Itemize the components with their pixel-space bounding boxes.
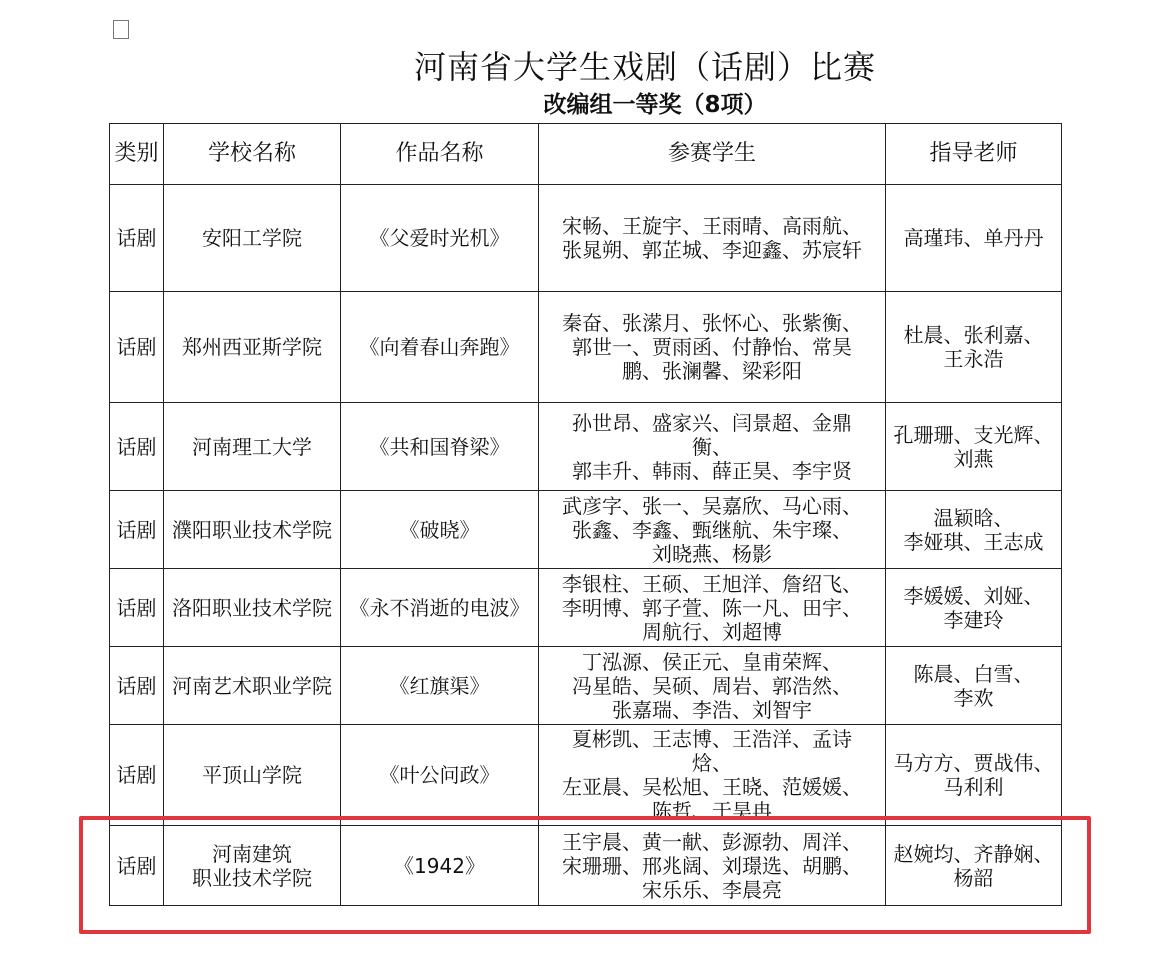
teachers-cell <box>886 647 1062 725</box>
header-students: 参赛学生 <box>539 124 886 185</box>
category-cell: 话剧 <box>110 403 164 491</box>
school-cell <box>164 491 341 569</box>
table-row <box>110 647 1062 725</box>
teachers-cell-line: 李建玲 <box>943 607 1004 632</box>
students-cell-line: 鹏、张澜馨、梁彩阳 <box>622 359 802 383</box>
students-cell-line: 宋乐乐、李晨亮 <box>642 877 782 902</box>
students-cell <box>539 403 886 491</box>
students-cell-line: 孙世昂、盛家兴、闫景超、金鼎 <box>572 410 852 435</box>
header-teachers: 指导老师 <box>886 124 1062 185</box>
students-cell-line: 李明博、郭子萱、陈一凡、田宇、 <box>562 595 862 620</box>
teachers-cell-line: 高瑾玮、单丹丹 <box>903 226 1044 250</box>
students-cell-line: 陈哲、于昊冉 <box>652 799 772 823</box>
school-cell <box>164 725 341 826</box>
school-cell-line: 河南建筑 <box>212 841 292 866</box>
teachers-cell <box>886 403 1062 491</box>
teachers-cell-line: 王永浩 <box>943 347 1004 371</box>
school-cell-line: 安阳工学院 <box>202 226 302 250</box>
school-cell-line: 洛阳职业技术学院 <box>172 595 332 620</box>
teachers-cell-line: 李娅琪、王志成 <box>903 529 1044 554</box>
teachers-cell <box>886 292 1062 403</box>
students-cell-line: 丁泓源、侯正元、皇甫荣辉、 <box>582 649 842 674</box>
table-row <box>110 725 1062 826</box>
checkbox[interactable] <box>113 20 129 39</box>
work-cell: 《叶公问政》 <box>341 725 539 826</box>
students-cell <box>539 647 886 725</box>
work-cell: 《共和国脊梁》 <box>341 403 539 491</box>
work-cell: 《破晓》 <box>341 491 539 569</box>
header-category: 类别 <box>110 124 164 185</box>
students-cell-line: 刘晓燕、杨影 <box>652 541 772 566</box>
work-cell: 《父爱时光机》 <box>341 185 539 292</box>
teachers-cell-line: 温颖晗、 <box>933 505 1014 530</box>
school-cell <box>164 403 341 491</box>
school-cell-line: 职业技术学院 <box>192 865 312 890</box>
work-cell: 《向着春山奔跑》 <box>341 292 539 403</box>
students-cell <box>539 569 886 647</box>
teachers-cell-line: 李媛媛、刘娅、 <box>903 583 1044 608</box>
school-cell-line: 河南理工大学 <box>192 434 312 459</box>
category-cell: 话剧 <box>110 826 164 906</box>
students-cell <box>539 185 886 292</box>
teachers-cell-line: 李欢 <box>953 685 994 710</box>
header-school: 学校名称 <box>164 124 341 185</box>
work-cell: 《1942》 <box>341 826 539 906</box>
teachers-cell-line: 陈晨、白雪、 <box>913 661 1034 686</box>
school-cell-line: 郑州西亚斯学院 <box>182 335 322 359</box>
students-cell-line: 衡、 <box>692 434 732 459</box>
page-title: 河南省大学生戏剧（话剧）比赛 <box>413 48 876 86</box>
students-cell-line: 宋畅、王旋宇、王雨晴、高雨航、 <box>562 214 862 238</box>
table-row <box>110 491 1062 569</box>
table-row <box>110 292 1062 403</box>
school-cell-line: 濮阳职业技术学院 <box>172 517 332 542</box>
table-row <box>110 185 1062 292</box>
students-cell-line: 郭世一、贾雨函、付静怡、常昊 <box>572 335 852 359</box>
students-cell-line: 武彦字、张一、吴嘉欣、马心雨、 <box>562 493 862 518</box>
students-cell-line: 张晁朔、郭芷城、李迎鑫、苏宸轩 <box>562 238 862 262</box>
table-row <box>110 403 1062 491</box>
teachers-cell-line: 孔珊珊、支光辉、 <box>893 422 1054 447</box>
page-subtitle: 改编组一等奖（8项） <box>543 92 767 118</box>
awards-table <box>109 123 1062 906</box>
teachers-cell <box>886 491 1062 569</box>
highlight-box <box>79 816 1091 934</box>
students-cell-line: 张鑫、李鑫、甄继航、朱宇璨、 <box>572 517 852 542</box>
students-cell <box>539 292 886 403</box>
category-cell: 话剧 <box>110 569 164 647</box>
students-cell-line: 冯星皓、吴硕、周岩、郭浩然、 <box>572 673 852 698</box>
school-cell-line: 平顶山学院 <box>202 763 302 787</box>
school-cell <box>164 647 341 725</box>
category-cell: 话剧 <box>110 725 164 826</box>
students-cell-line: 李银柱、王硕、王旭洋、詹绍飞、 <box>562 571 862 596</box>
teachers-cell-line: 马利利 <box>943 775 1004 799</box>
students-cell-line: 秦奋、张潆月、张怀心、张紫衡、 <box>562 311 862 335</box>
students-cell-line: 焓、 <box>692 751 732 775</box>
students-cell-line: 张嘉瑞、李浩、刘智宇 <box>612 697 812 722</box>
school-cell-line: 河南艺术职业学院 <box>172 673 332 698</box>
teachers-cell-line: 刘燕 <box>953 446 994 471</box>
category-cell: 话剧 <box>110 647 164 725</box>
school-cell <box>164 569 341 647</box>
teachers-cell <box>886 569 1062 647</box>
table-header-row <box>110 124 1062 185</box>
students-cell <box>539 725 886 826</box>
work-cell: 《红旗渠》 <box>341 647 539 725</box>
teachers-cell-line: 杨韶 <box>953 865 994 890</box>
teachers-cell-line: 赵婉均、齐静娴、 <box>893 841 1054 866</box>
teachers-cell <box>886 185 1062 292</box>
teachers-cell-line: 杜晨、张利嘉、 <box>903 323 1044 347</box>
students-cell-line: 王宇晨、黄一献、彭源勃、周洋、 <box>562 829 862 854</box>
table-row <box>110 569 1062 647</box>
category-cell: 话剧 <box>110 292 164 403</box>
category-cell: 话剧 <box>110 491 164 569</box>
students-cell-line: 夏彬凯、王志博、王浩洋、孟诗 <box>572 727 852 751</box>
school-cell <box>164 185 341 292</box>
students-cell <box>539 491 886 569</box>
header-work: 作品名称 <box>341 124 539 185</box>
category-cell: 话剧 <box>110 185 164 292</box>
school-cell <box>164 292 341 403</box>
students-cell-line: 郭丰升、韩雨、薛正昊、李宇贤 <box>572 458 852 483</box>
students-cell-line: 宋珊珊、邢兆阔、刘璟选、胡鹏、 <box>562 853 862 878</box>
students-cell-line: 周航行、刘超博 <box>642 619 782 644</box>
teachers-cell-line: 马方方、贾战伟、 <box>893 751 1054 775</box>
work-cell: 《永不消逝的电波》 <box>341 569 539 647</box>
students-cell-line: 左亚晨、吴松旭、王晓、范媛媛、 <box>562 775 862 799</box>
teachers-cell <box>886 725 1062 826</box>
